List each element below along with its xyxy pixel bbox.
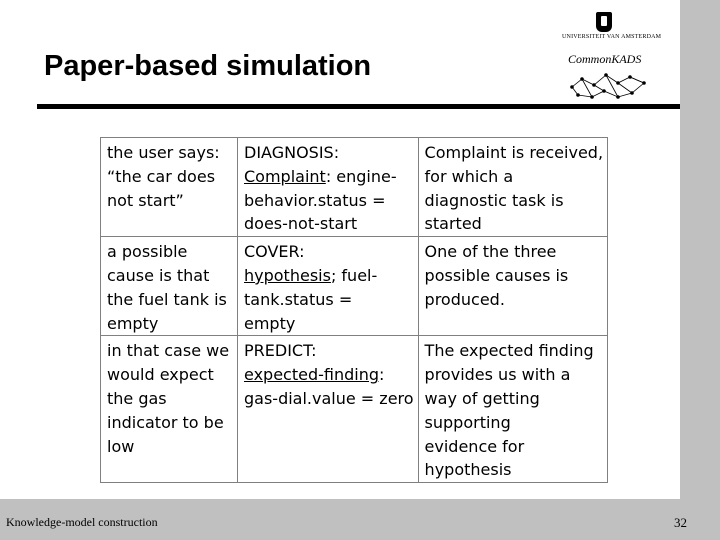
footer-bar: [0, 499, 720, 540]
commonkads-network-icon: [568, 69, 648, 101]
cell-line: [244, 363, 414, 387]
model-step-cell: [238, 138, 419, 237]
cell-text: does-not-start: [244, 214, 358, 234]
cell-line: low: [107, 436, 135, 456]
cell-line: [244, 312, 414, 336]
title-underline-rule: [37, 104, 680, 109]
cell-line: the gas: [107, 388, 167, 408]
cell-line: a possible: [107, 242, 188, 262]
explanation-cell: [418, 138, 607, 237]
cell-line: produced.: [424, 289, 505, 309]
inference-name: PREDICT:: [244, 341, 317, 361]
inference-name: DIAGNOSIS:: [244, 143, 340, 162]
knowledge-role: Complaint: [244, 166, 326, 186]
cell-line: the fuel tank is: [107, 289, 227, 309]
cell-line: [244, 165, 414, 189]
cell-line: [244, 141, 414, 165]
cell-line: Complaint is received,: [424, 143, 604, 162]
explanation-cell: [418, 237, 607, 336]
simulation-table: [100, 137, 608, 483]
inference-name: COVER:: [244, 242, 305, 262]
university-seal-icon: [596, 12, 612, 32]
page-number: 32: [674, 515, 687, 530]
cell-text: tank.status =: [244, 289, 353, 309]
knowledge-role: hypothesis: [244, 265, 331, 285]
table-row: [101, 138, 608, 237]
cell-text: gas-dial.value = zero: [244, 388, 414, 408]
university-name: UNIVERSITEIT VAN AMSTERDAM: [562, 34, 662, 40]
cell-line: [244, 240, 414, 264]
table-row: [101, 237, 608, 336]
cell-line: [244, 189, 414, 213]
cell-line: [244, 387, 414, 411]
cell-line: One of the three: [424, 242, 557, 262]
cell-text: ; fuel-: [330, 265, 378, 285]
cell-line: provides us with a: [424, 365, 571, 385]
cell-line: The expected finding: [424, 341, 594, 361]
cell-text: behavior.status =: [244, 190, 386, 210]
cell-line: started: [424, 214, 482, 234]
cell-line: indicator to be: [107, 412, 224, 432]
slide-title: Paper-based simulation: [44, 50, 372, 82]
brand-name: CommonKADS: [568, 52, 642, 66]
user-utterance-cell: [101, 237, 238, 336]
commonkads-logo: [562, 12, 662, 98]
cell-line: [244, 264, 414, 288]
cell-line: not start”: [107, 190, 184, 210]
cell-line: the user says:: [107, 143, 220, 162]
cell-line: [244, 212, 414, 236]
cell-text: empty: [244, 313, 296, 333]
cell-line: [244, 339, 414, 363]
model-step-cell: [238, 237, 419, 336]
cell-line: diagnostic task is: [424, 190, 564, 210]
table-row: [101, 336, 608, 483]
cell-line: possible causes is: [424, 265, 569, 285]
cell-line: empty: [107, 313, 159, 333]
cell-line: in that case we: [107, 341, 230, 361]
knowledge-role: expected-finding: [244, 365, 379, 385]
cell-line: way of getting: [424, 388, 540, 408]
cell-line: “the car does: [107, 166, 216, 186]
cell-line: evidence for: [424, 436, 525, 456]
cell-text: :: [379, 365, 385, 385]
user-utterance-cell: [101, 138, 238, 237]
model-step-cell: [238, 336, 419, 483]
cell-line: would expect: [107, 365, 214, 385]
cell-line: for which a: [424, 166, 514, 186]
right-side-strip: [680, 0, 720, 540]
user-utterance-cell: [101, 336, 238, 483]
cell-line: cause is that: [107, 265, 210, 285]
footer-title: Knowledge-model construction: [6, 515, 158, 529]
explanation-cell: [418, 336, 607, 483]
cell-line: [244, 288, 414, 312]
cell-line: supporting: [424, 412, 511, 432]
cell-text: : engine-: [325, 166, 397, 186]
cell-line: hypothesis: [424, 460, 512, 480]
